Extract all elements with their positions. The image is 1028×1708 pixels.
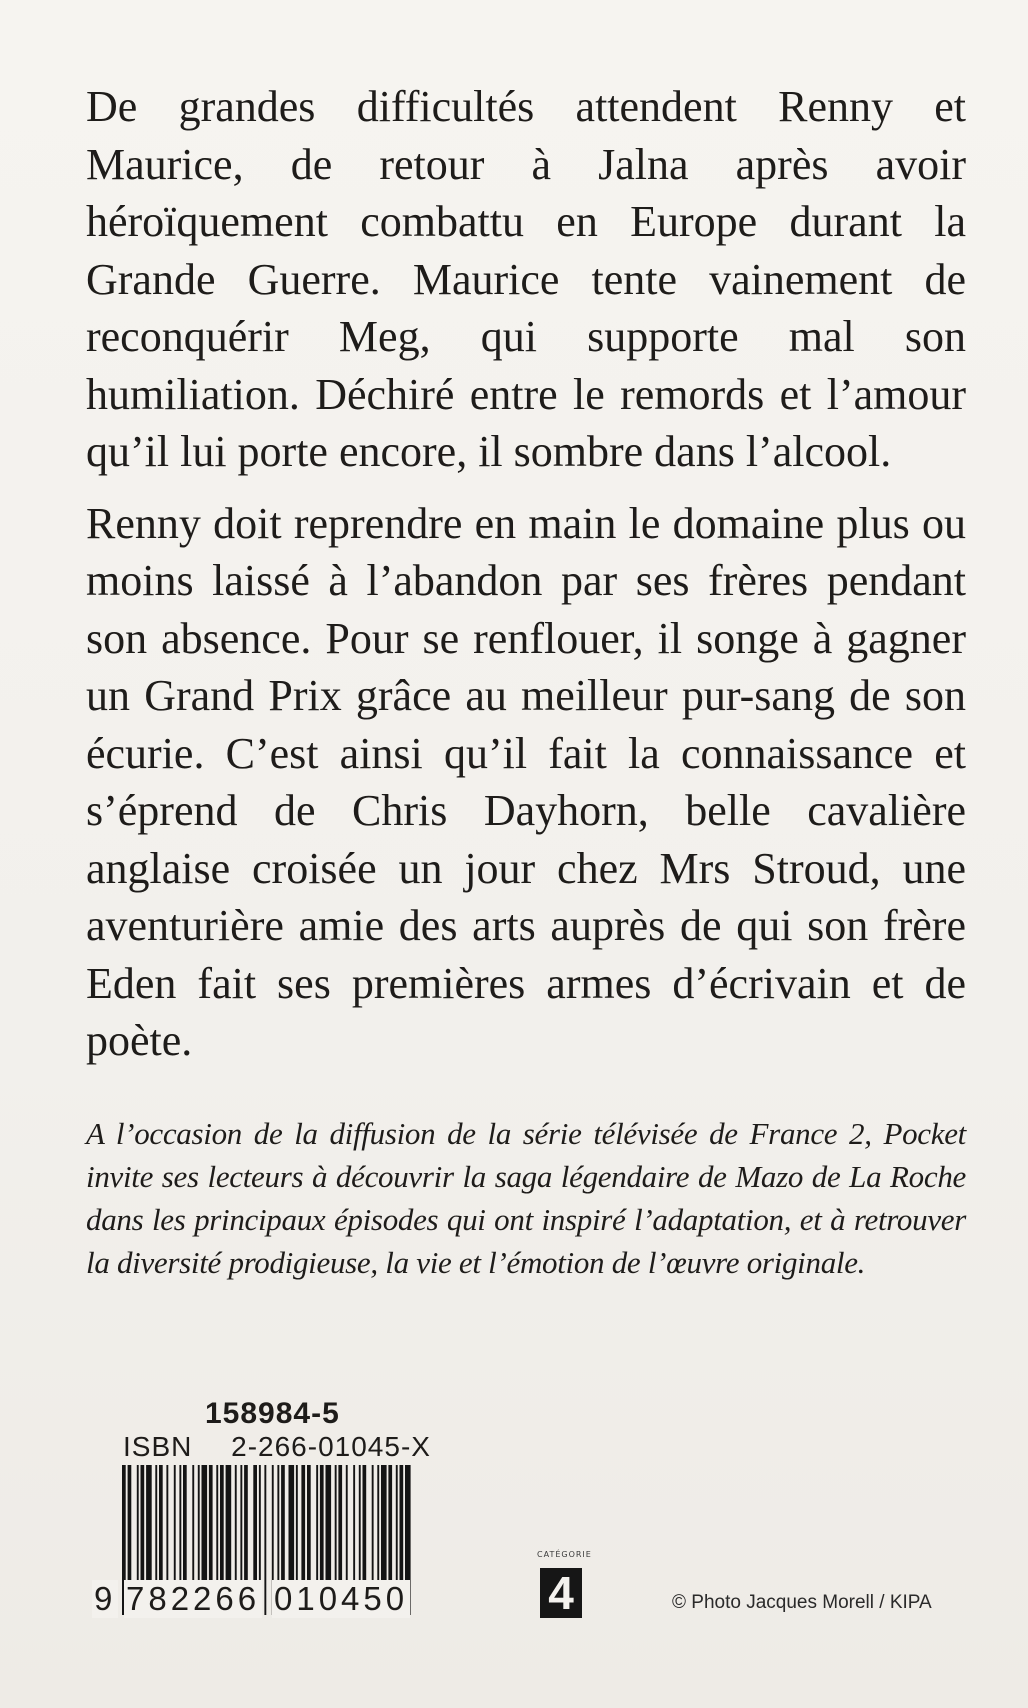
barcode-bar xyxy=(363,1465,367,1583)
barcode-bar xyxy=(202,1465,208,1583)
barcode-bar xyxy=(159,1465,163,1583)
barcode-bar xyxy=(296,1465,298,1583)
barcode-bar xyxy=(198,1465,200,1583)
barcode-bar xyxy=(166,1465,168,1583)
barcode-bar xyxy=(209,1465,213,1583)
category-badge xyxy=(537,1550,592,1630)
barcode-bar xyxy=(192,1465,194,1583)
barcode-bar xyxy=(316,1465,318,1583)
barcode-bar xyxy=(359,1465,361,1583)
barcode-bar xyxy=(307,1465,311,1583)
barcode-bar xyxy=(353,1465,355,1583)
barcode-bar xyxy=(400,1465,404,1583)
ean-first-digit: 9 xyxy=(94,1580,117,1617)
barcode-bar xyxy=(320,1465,324,1583)
category-label: CATÉGORIE xyxy=(537,1550,592,1559)
summary-paragraph-2: Renny doit reprendre en main le domaine plus ou moins laissé à l’abandon par ses frères pendant son absence. Pour se renflouer, il songe à gagner un Grand Prix grâce au meilleur pur-sang de son écurie. C’est ainsi qu’il fait la connaissance et s’éprend de Chris Dayhorn, belle cavalière anglaise croisée un jour chez Mrs Stroud, une aventurière amie des arts auprès de qui son frère Eden fait ses premières armes d’écrivain et de poète. xyxy=(86,498,966,1065)
isbn-number: 2-266-01045-X xyxy=(231,1431,431,1462)
barcode-bar xyxy=(277,1465,279,1583)
barcode-bar xyxy=(289,1465,295,1583)
barcode-bar xyxy=(183,1465,187,1583)
ean-right-group: 010450 xyxy=(274,1580,409,1617)
barcode-bar xyxy=(381,1465,387,1583)
barcode-bar xyxy=(220,1465,224,1583)
barcode-bar xyxy=(264,1465,266,1615)
barcode-bar xyxy=(388,1465,392,1583)
barcode-bar xyxy=(338,1465,342,1583)
barcode-bar xyxy=(346,1465,348,1583)
barcode-bar xyxy=(253,1465,257,1583)
barcode-bar xyxy=(235,1465,237,1583)
promo-text: A l’occasion de la diffusion de la série télévisée de France 2, Pocket invite ses lecteurs à découvrir la saga légendaire de Mazo de La Roche dans les principaux épisodes qui ont inspiré l’adaptation, et à retrouver la diversité prodigieuse, la vie et l’émotion de l’œuvre originale. xyxy=(86,1116,966,1280)
barcode-bar xyxy=(396,1465,398,1583)
isbn-label: ISBN xyxy=(123,1431,193,1462)
barcode-bar xyxy=(301,1465,305,1583)
barcode-bar xyxy=(244,1465,248,1583)
photo-credit: © Photo Jacques Morell / KIPA xyxy=(672,1592,932,1613)
barcode-bar xyxy=(281,1465,285,1583)
ean-left-group: 782266 xyxy=(126,1580,261,1617)
barcode-bar xyxy=(155,1465,157,1583)
barcode-bar xyxy=(240,1465,242,1583)
barcode-bar xyxy=(335,1465,337,1583)
isbn-line xyxy=(123,1431,431,1463)
barcode-bar xyxy=(372,1465,374,1583)
barcode-bar xyxy=(141,1465,145,1583)
stock-number: 158984-5 xyxy=(205,1397,340,1430)
barcode-bar xyxy=(137,1465,139,1583)
barcode-bar xyxy=(216,1465,218,1583)
barcode-bar xyxy=(326,1465,332,1583)
summary-paragraph-1: De grandes difficultés attendent Renny et Maurice, de retour à Jalna après avoir héroïquement combattu en Europe durant la Grande Guerre. Maurice tente vainement de reconquérir Meg, qui supporte mal son humiliation. Déchiré entre le remords et l’amour qu’il lui porte encore, il sombre dans l’alcool. xyxy=(86,82,966,476)
barcode-bar xyxy=(146,1465,152,1583)
barcode-bar xyxy=(179,1465,181,1583)
barcode-bar xyxy=(259,1465,261,1583)
category-value: 4 xyxy=(540,1568,582,1618)
barcode-bar xyxy=(226,1465,232,1583)
barcode-bar xyxy=(174,1465,176,1583)
barcode-bar xyxy=(377,1465,379,1583)
book-summary xyxy=(86,78,966,1070)
